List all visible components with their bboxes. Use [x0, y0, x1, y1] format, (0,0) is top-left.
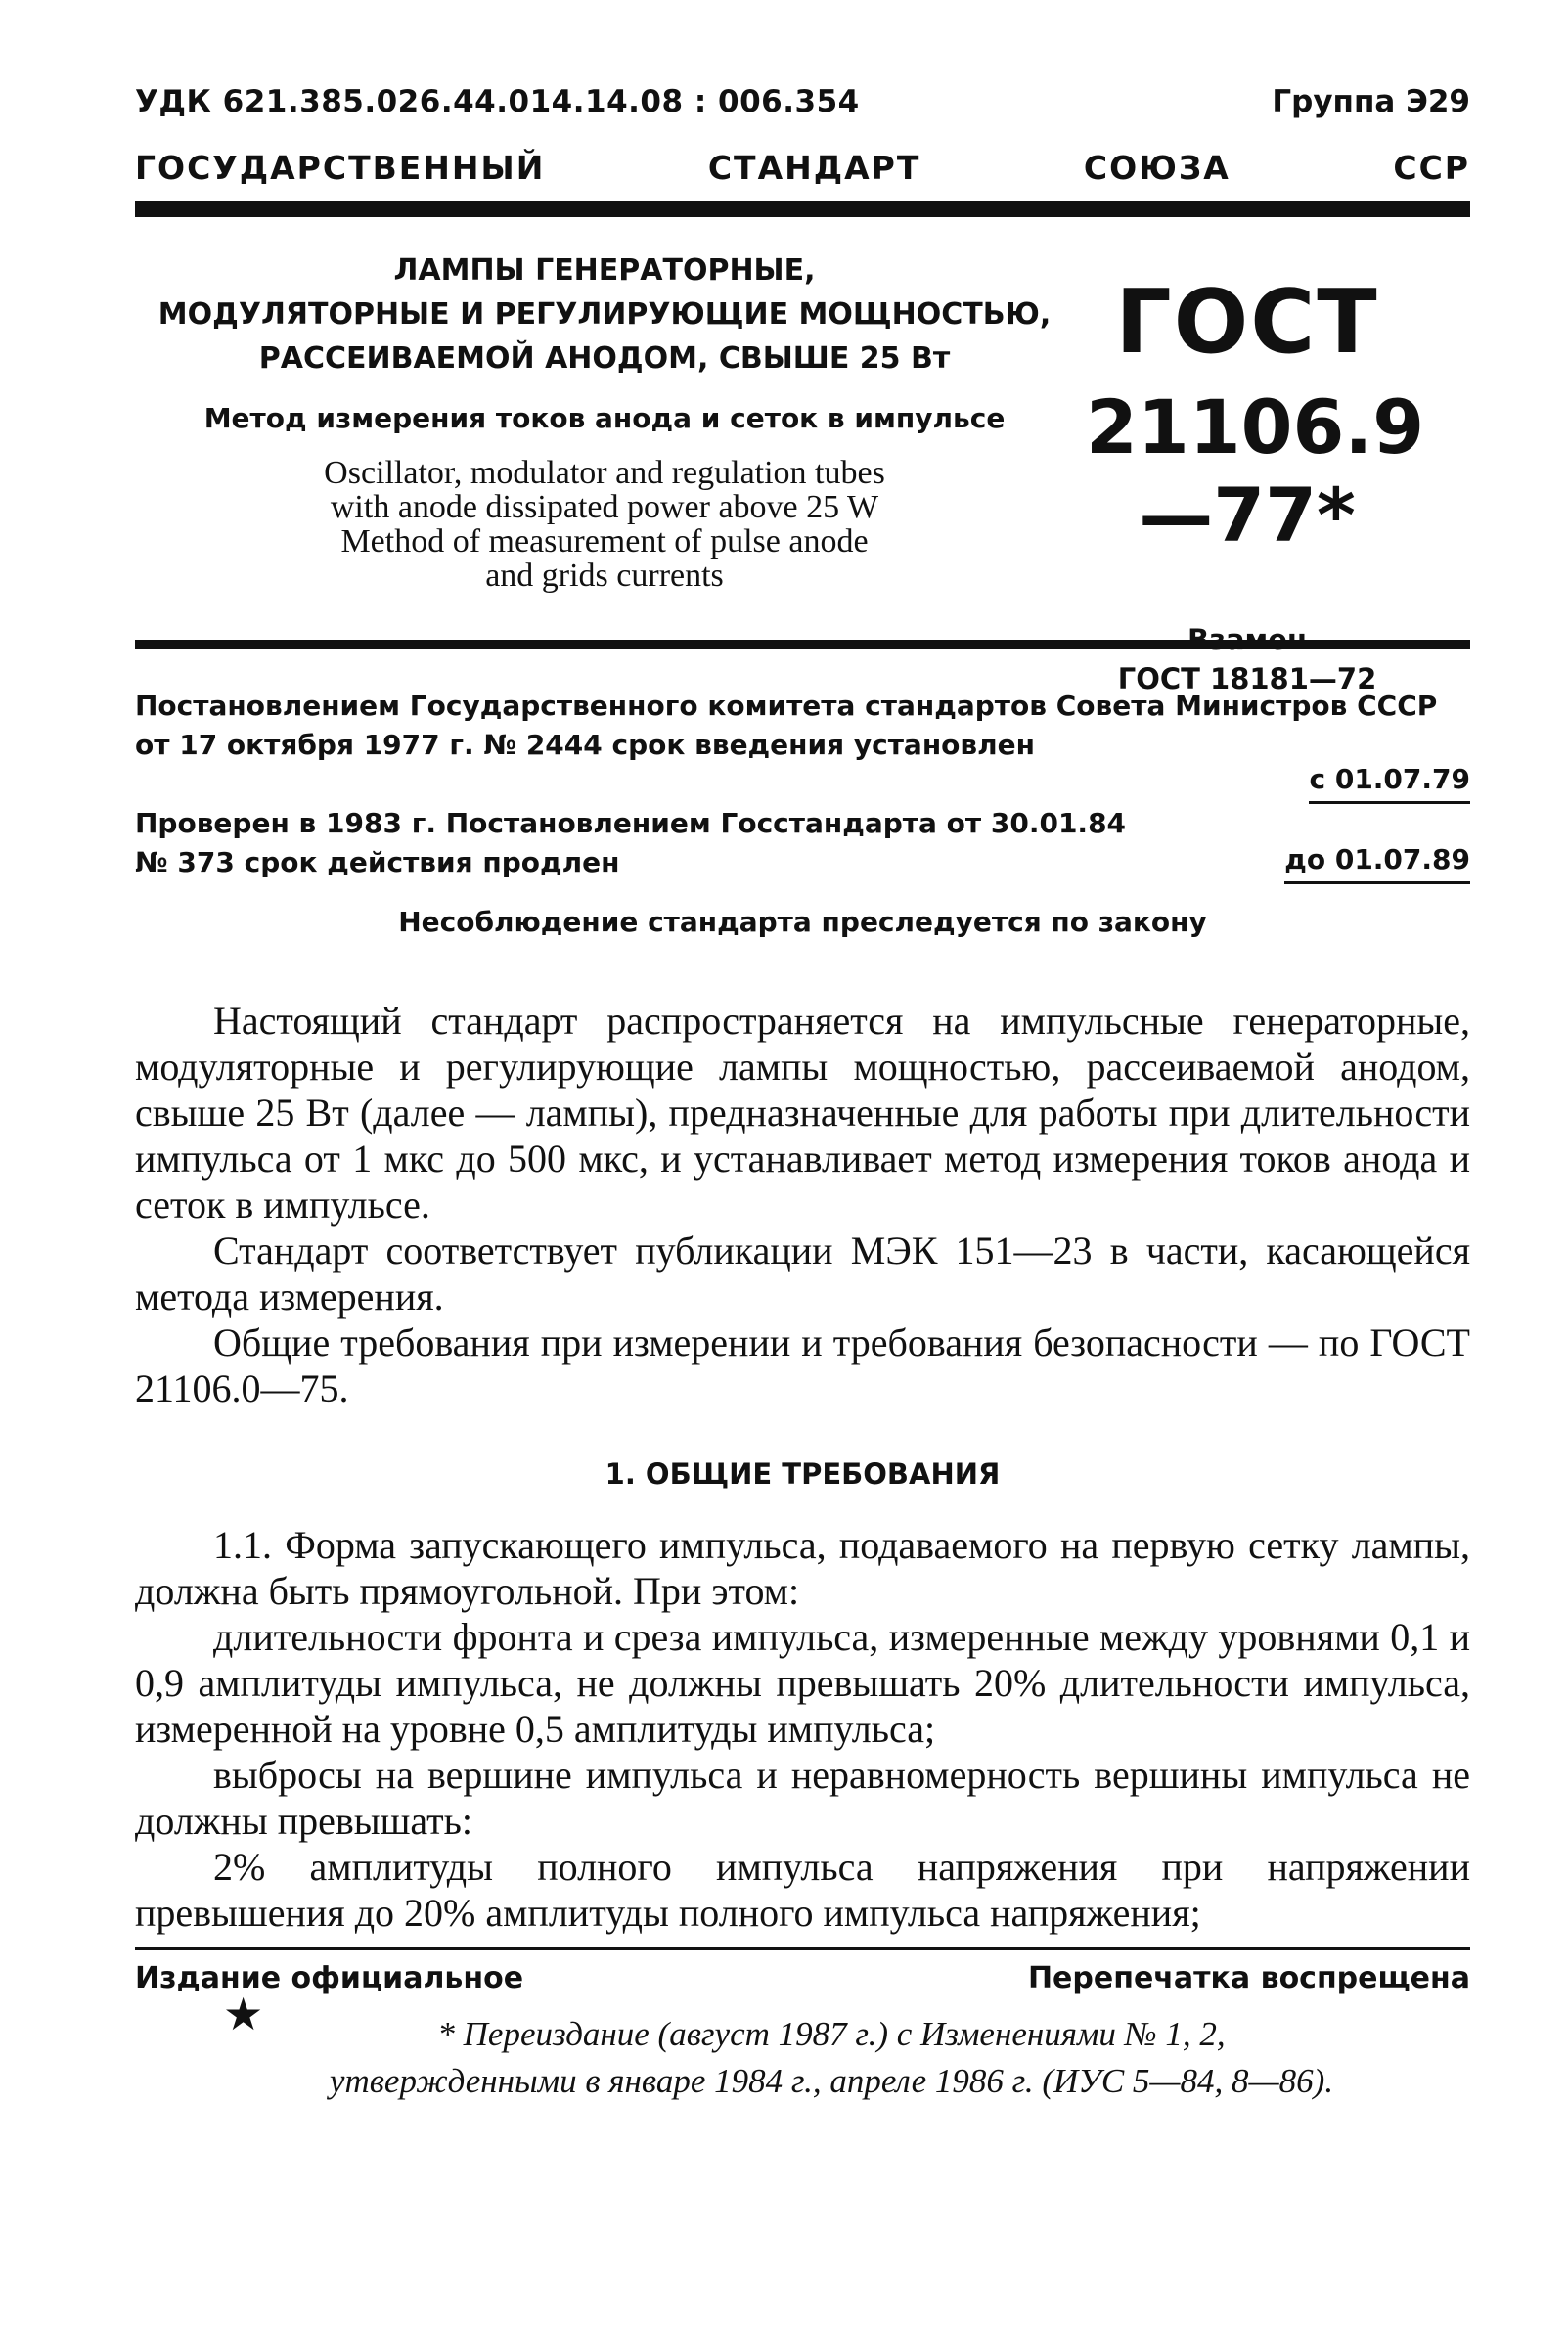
- section-1-paragraph-1: 1.1. Форма запускающего импульса, подаваемого на первую сетку лампы, должна быть прямоугольной. При этом:: [135, 1523, 1470, 1613]
- reissue-footnote: [245, 2011, 1418, 2105]
- extended-date: [1284, 843, 1470, 884]
- section-1-paragraph-3: выбросы на вершине импульса и неравномерность вершины импульса не должны превышать:: [135, 1753, 1470, 1843]
- title-english: [135, 456, 1074, 593]
- decree-line-1: Постановлением Государственного комитета стандартов Совета Министров СССР: [135, 690, 1438, 722]
- header-thick-rule: [135, 201, 1470, 217]
- decree-line-2: от 17 октября 1977 г. № 2444 срок введения установлен: [135, 729, 1035, 761]
- title-line-3: РАССЕИВАЕМОЙ АНОДОМ, СВЫШЕ 25 Вт: [258, 341, 951, 376]
- gost-block: [1086, 271, 1425, 698]
- state-standard-heading: [135, 149, 1470, 187]
- method-title: Метод измерения токов анода и сеток в импульсе: [203, 402, 1006, 434]
- group-code: Группа Э29: [1272, 84, 1470, 119]
- reprint-prohibited-label: Перепечатка воспрещена: [1027, 1961, 1470, 1995]
- title-en-line-2: with anode dissipated power above 25 W: [330, 489, 879, 525]
- intro-paragraph-3: Общие требования при измерении и требования безопасности — по ГОСТ 21106.0—75.: [135, 1320, 1470, 1410]
- intro-text: [135, 998, 1470, 1411]
- replaces-value: ГОСТ 18181—72: [1117, 662, 1377, 695]
- effective-date-value: с 01.07.79: [1309, 763, 1470, 804]
- title-bottom-rule: [135, 640, 1470, 649]
- legal-notice: Несоблюдение стандарта преследуется по закону: [398, 906, 1207, 938]
- state-standard-word-3: СОЮЗА: [1083, 149, 1231, 187]
- section-1-title: 1. ОБЩИЕ ТРЕБОВАНИЯ: [605, 1457, 1001, 1491]
- checked-text: [135, 804, 1126, 882]
- gost-number: 21106.9—77*: [1086, 383, 1425, 559]
- star-icon: ★: [223, 1988, 264, 2040]
- title-en-line-3: Method of measurement of pulse anode: [340, 523, 869, 559]
- section-1-paragraph-2: длительности фронта и среза импульса, измеренные между уровнями 0,1 и 0,9 амплитуды импульса, не должны превышать 20% длительности импульса, измеренной на уровне 0,5 амплитуды импульса;: [135, 1615, 1470, 1751]
- intro-paragraph-2: Стандарт соответствует публикации МЭК 151—23 в части, касающейся метода измерения.: [135, 1229, 1470, 1319]
- intro-paragraph-1: Настоящий стандарт распространяется на импульсные генераторные, модуляторные и регулирующие лампы мощностью, рассеиваемой анодом, свыше 25 Вт (далее — лампы), предназначенные для работы при длительности импульса от 1 мкс до 500 мкс, и устанавливает метод измерения токов анода и сеток в импульсе.: [135, 999, 1470, 1227]
- extended-date-value: до 01.07.89: [1284, 843, 1470, 884]
- footnote-line-2: утвержденными в январе 1984 г., апреле 1986 г. (ИУС 5—84, 8—86).: [329, 2062, 1334, 2100]
- title-russian: [135, 248, 1074, 380]
- title-block: [135, 248, 1074, 593]
- gost-word: ГОСТ: [1115, 271, 1379, 374]
- title-line-1: ЛАМПЫ ГЕНЕРАТОРНЫЕ,: [393, 253, 816, 288]
- udk-code: УДК 621.385.026.44.014.14.08 : 006.354: [135, 84, 860, 119]
- title-en-line-4: and grids currents: [485, 558, 724, 594]
- decree-text: [135, 687, 1470, 765]
- footer-rule: [135, 1947, 1470, 1950]
- official-edition-label: Издание официальное: [135, 1961, 524, 1995]
- state-standard-word-1: ГОСУДАРСТВЕННЫЙ: [135, 149, 546, 187]
- state-standard-word-4: ССР: [1393, 149, 1470, 187]
- footnote-line-1: * Переиздание (август 1987 г.) с Изменениями № 1, 2,: [437, 2015, 1226, 2053]
- state-standard-word-2: СТАНДАРТ: [707, 149, 921, 187]
- checked-line-2: № 373 срок действия продлен: [135, 846, 620, 878]
- section-1-text: [135, 1522, 1470, 1936]
- title-line-2: МОДУЛЯТОРНЫЕ И РЕГУЛИРУЮЩИЕ МОЩНОСТЬЮ,: [157, 297, 1052, 332]
- title-en-line-1: Oscillator, modulator and regulation tubes: [324, 455, 885, 491]
- effective-date: [1309, 763, 1470, 804]
- section-1-paragraph-4: 2% амплитуды полного импульса напряжения при напряжении превышения до 20% амплитуды полного импульса напряжения;: [135, 1845, 1470, 1935]
- checked-line-1: Проверен в 1983 г. Постановлением Госстандарта от 30.01.84: [135, 807, 1127, 839]
